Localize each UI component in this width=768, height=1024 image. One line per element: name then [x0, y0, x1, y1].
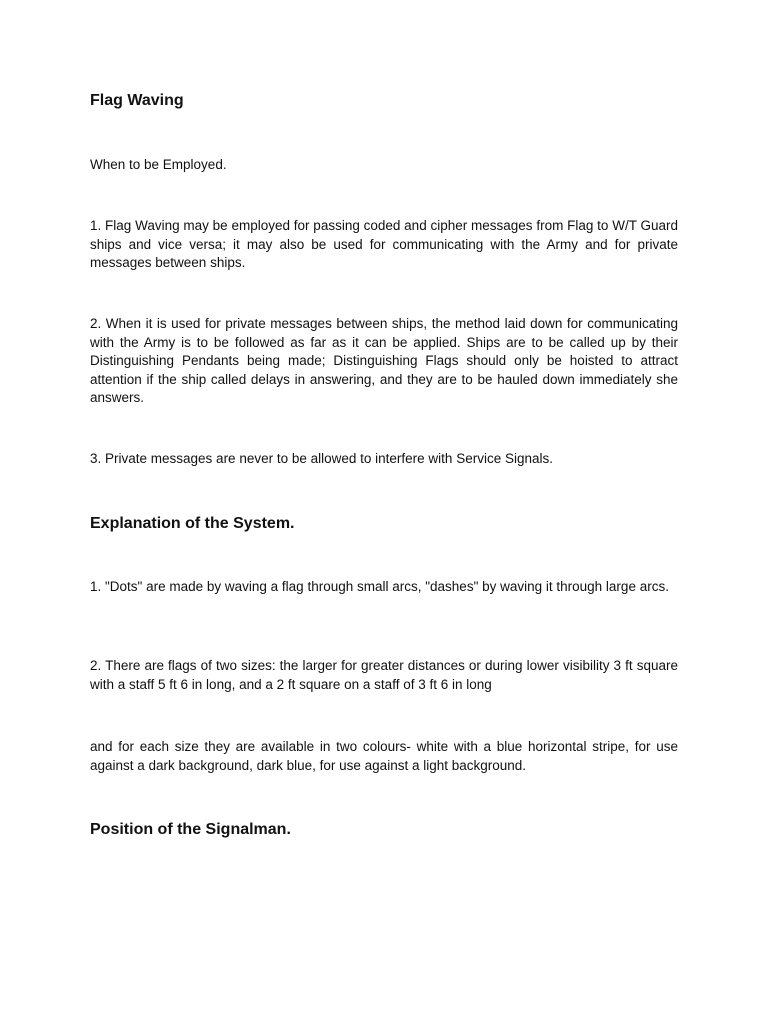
- paragraph-flag-waving-1: 1. Flag Waving may be employed for passing coded and cipher messages from Flag to W/T Guard ships and vice versa; it may also be used for communicating with the Army and for private messages between ships.: [90, 218, 678, 270]
- paragraph-flag-waving-2: 2. When it is used for private messages between ships, the method laid down for communicating with the Army is to be followed as far as it can be applied. Ships are to be called up by their Distinguishing Pendants being made; Distinguishing Flags should only be hoisted to attract attention if the ship called delays in answering, and they are to be hauled down immediately she answers.: [90, 316, 678, 405]
- section-heading-position-signalman: Position of the Signalman.: [90, 821, 291, 838]
- paragraph-explanation-2: 2. There are flags of two sizes: the larger for greater distances or during lower visibility 3 ft square with a staff 5 ft 6 in long, and a 2 ft square on a staff of 3 ft 6 in long: [90, 658, 678, 692]
- paragraph-explanation-1: 1. "Dots" are made by waving a flag through small arcs, "dashes" by waving it through large arcs.: [90, 579, 669, 594]
- section-heading-explanation: Explanation of the System.: [90, 515, 295, 532]
- paragraph-explanation-3: and for each size they are available in two colours- white with a blue horizontal stripe, for use against a dark background, dark blue, for use against a light background.: [90, 739, 678, 773]
- subheading-when-to-be-employed: When to be Employed.: [90, 157, 227, 172]
- section-heading-flag-waving: Flag Waving: [90, 92, 184, 109]
- paragraph-flag-waving-3: 3. Private messages are never to be allowed to interfere with Service Signals.: [90, 451, 553, 466]
